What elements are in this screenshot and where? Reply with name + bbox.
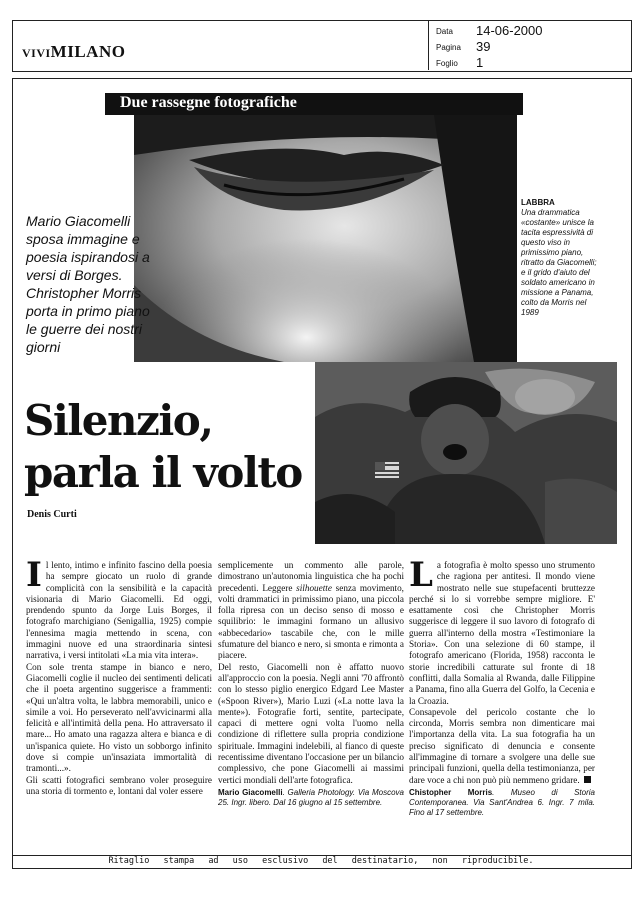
photo-caption bbox=[521, 198, 603, 318]
headline bbox=[24, 395, 324, 499]
paragraph: Con sole trenta stampe in bianco e nero, Giacomelli coglie il nucleo dei sentimenti delicati che il poeta argentino suggerisce a frammenti: «Qui un'altra volta, le labbra memorabili, unico e simile a voi. Ho perseverato nell'avvicinarmi alla felicità e all'intimità della pena. Ho attraversato il mare... Ho amato una ragazza altera e bianca e di un'ispanica quiete. Ho visto un sobborgo infinito dove si compie un'insaziata immortalità di tramonti...». bbox=[26, 661, 212, 774]
article-column-2 bbox=[218, 560, 404, 808]
end-mark-icon bbox=[584, 776, 591, 783]
soldier-photo bbox=[315, 362, 617, 544]
meta-sheet-value: 1 bbox=[476, 55, 484, 70]
meta-page-value: 39 bbox=[476, 39, 491, 54]
headline-line-2: parla il volto bbox=[24, 448, 302, 497]
meta-date-label: Data bbox=[436, 27, 453, 36]
masthead-divider bbox=[428, 20, 429, 70]
article-deck: Mario Giacomelli sposa immagine e poesia ispirandosi a versi di Borges. Christopher Morris porta in primo piano le guerre dei nostri giorni bbox=[26, 213, 150, 355]
article-column-3 bbox=[409, 555, 595, 818]
logo-main: MILANO bbox=[50, 42, 126, 61]
paragraph: Consapevole del pericolo costante che lo circonda, Morris sembra non dimenticare mai l'importanza della vita. La sua fotografia ha un preciso significato di denuncia e consente all'immagine di tornare a svolgere una delle sue principali funzioni, quella della testimonianza, per dare voce a chi non può più nemmeno gridare. bbox=[409, 706, 595, 785]
footer-notice: Ritaglio stampa ad uso esclusivo del destinatario, non riproducibile. bbox=[108, 856, 534, 866]
newspaper-logo bbox=[22, 42, 125, 62]
logo-prefix: VIVI bbox=[22, 46, 51, 60]
drop-cap: L bbox=[409, 555, 433, 595]
meta-page-label: Pagina bbox=[436, 43, 461, 52]
article-column-1 bbox=[26, 555, 212, 797]
paragraph: Il lento, intimo e infinito fascino della poesia ha sempre giocato un ruolo di grande complicità con la sensibilità e la capacità visionaria di Mario Giacomelli. Ed oggi, prendendo spunto da Jorge Luis Borges, il fotografo marchigiano (Senigallia, 1925) compie l'ennesima magia mettendo in scena, con immagini nuove ed una straordinaria sintesi narrativa, i versi intitolati «La mia vita intera». bbox=[26, 555, 212, 661]
exhibition-info: Chistopher Morris. Museo di Storia Contemporanea. Via Sant'Andrea 6. Ingr. 7 mila. Fino al 17 settembre. bbox=[409, 787, 595, 817]
banner-title: Due rassegne fotografiche bbox=[120, 94, 297, 111]
paragraph: Del resto, Giacomelli non è affatto nuovo all'approccio con la poesia. Negli anni '70 affrontò con lo stesso piglio energico Edgard Lee Master («Spoon River»), Mario Luzi («La notte lava la mente»). Fotografie forti, sentite, partecipate, capaci di mettere ogni volta l'uomo nella condizione di riflettere sulla propria condizione spirituale. Immagini indelebili, al fianco di queste recentissime diventano l'occasione per un bilancio complessivo, che pone Giacomelli ai massimi vertici mondiali dell'arte fotografica. bbox=[218, 661, 404, 785]
paragraph: La fotografia è molto spesso uno strumento che ragiona per antitesi. Il mondo viene mostrato nelle sue stupefacenti bruttezze perché si lo si vorrebbe sempre migliore. E' esattamente così che Christopher Morris suggerisce di leggere il suo lavoro di fotografo di guerra all'interno della mostra «Testimoniare la Storia». Con una selezione di 60 stampe, il fotografo americano (Florida, 1958) racconta le storie incredibili catturate sul fronte di 18 conflitti, dalla Somalia al Rwanda, dalle Filippine a Panama, fino alla Guerra del Golfo, la Cecenia e la Croazia. bbox=[409, 555, 595, 706]
byline: Denis Curti bbox=[27, 509, 77, 520]
meta-date-value: 14-06-2000 bbox=[476, 23, 543, 38]
lips-photo bbox=[134, 115, 517, 362]
paragraph: semplicemente un commento alle parole, dimostrano un'autonomia linguistica che ha pochi precedenti. Leggere silhouette senza movimento, volti drammatici in primissimo piano, una piccola folla ripresa con un deciso senso di mosso e squilibrio: le immagini formano un allusivo «abbecedario» tascabile che, con le mille sfumature del bianco e nero, si smonta e rimonta a piacere. bbox=[218, 560, 404, 661]
drop-cap: I bbox=[26, 555, 42, 595]
paragraph: Gli scatti fotografici sembrano voler proseguire una storia di tormento e, lontani dal voler essere bbox=[26, 774, 212, 796]
caption-title: LABBRA bbox=[521, 198, 555, 207]
meta-sheet-label: Foglio bbox=[436, 59, 458, 68]
flag-patch-icon bbox=[375, 462, 399, 478]
caption-text: Una drammatica «costante» unisce la tacita espressività di questo viso in primissimo piano, ritratto da Giacomelli; e il grido d'aiuto del soldato americano in missione a Panama, colto da Morris nel 1989 bbox=[521, 208, 597, 317]
headline-line-1: Silenzio, bbox=[24, 396, 213, 445]
exhibition-info: Mario Giacomelli. Galleria Photology. Via Moscova 25. Ingr. libero. Dal 16 giugno al 15 settembre. bbox=[218, 787, 404, 807]
